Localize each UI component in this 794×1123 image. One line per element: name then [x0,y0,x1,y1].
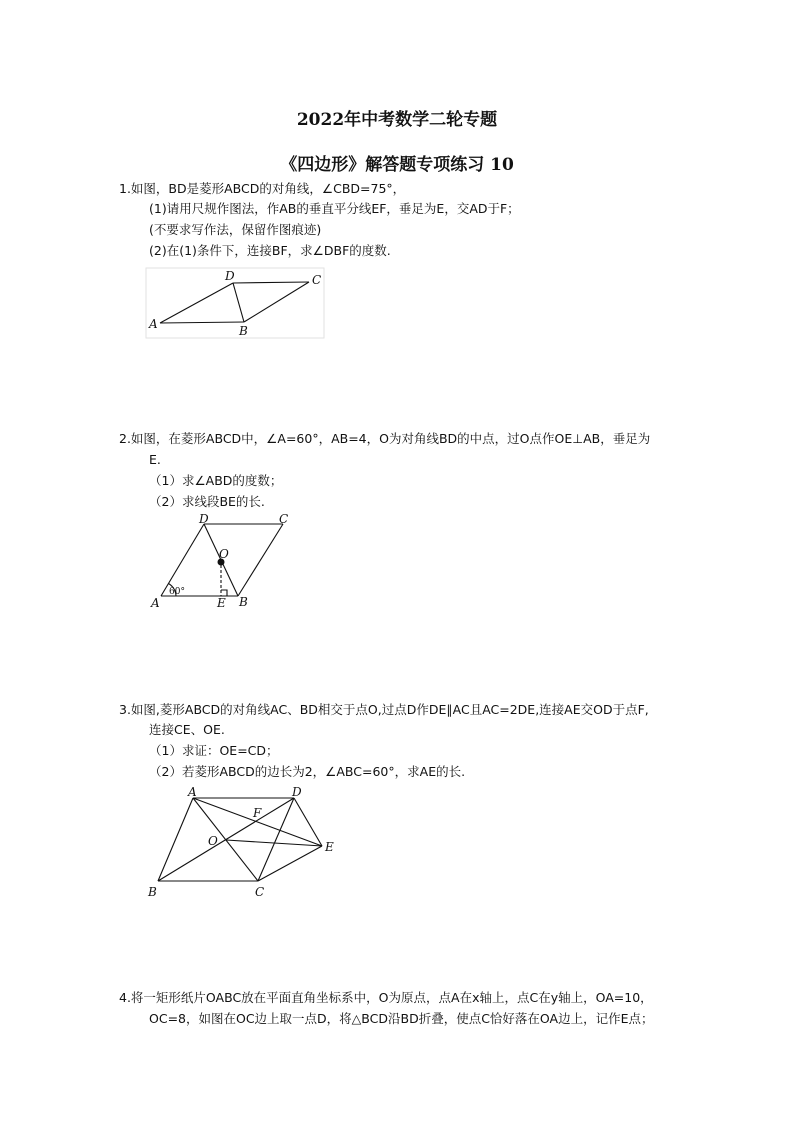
problem-1-figure [146,268,326,340]
fig1-label-d: D [225,269,235,283]
problem-3-figure [140,783,350,903]
problem-2-figure [146,514,311,610]
problem-4-stem: 4.将一矩形纸片OABC放在平面直角坐标系中，O为原点，点A在x轴上，点C在y轴上，OA=10， [119,990,653,1005]
problem-4-stem-cont: OC=8，如图在OC边上取一点D，将△BCD沿BD折叠，使点C恰好落在OA边上，记作E点； [149,1011,654,1026]
fig3-label-a: A [188,785,197,799]
problem-2-part-2: （2）求线段BE的长. [149,494,265,509]
fig2-label-o: O [219,547,229,561]
problem-2-stem-cont: E. [149,452,161,467]
document-title: 2022年中考数学二轮专题 [296,110,498,130]
fig2-label-b: B [239,595,248,609]
fig3-label-e: E [325,840,334,854]
fig3-label-c: C [255,885,265,899]
fig2-label-a: A [151,596,160,610]
fig3-label-b: B [148,885,157,899]
problem-1-part-2: (2)在(1)条件下，连接BF，求∠DBF的度数. [149,243,391,258]
fig3-label-d: D [292,785,302,799]
fig1-label-c: C [312,273,322,287]
document-subtitle: 《四边形》解答题专项练习 10 [280,155,514,175]
fig3-label-o: O [208,834,218,848]
fig2-label-e: E [217,596,226,610]
fig2-label-d: D [199,512,209,526]
problem-3-part-2: （2）若菱形ABCD的边长为2，∠ABC=60°，求AE的长. [149,764,466,779]
problem-2-part-1: （1）求∠ABD的度数； [149,473,283,488]
fig1-label-b: B [239,324,248,338]
problem-3-stem-cont: 连接CE、OE. [149,722,225,737]
problem-1-part-1: (1)请用尺规作图法，作AB的垂直平分线EF，垂足为E，交AD于F； [149,201,520,216]
problem-1-note: (不要求写作法，保留作图痕迹) [149,222,322,237]
problem-3-stem: 3.如图,菱形ABCD的对角线AC、BD相交于点O,过点D作DE∥AC且AC=2DE,连接AE交OD于点F, [119,702,649,717]
fig3-label-f: F [253,806,262,820]
fig2-label-c: C [279,512,289,526]
problem-2-stem: 2.如图，在菱形ABCD中，∠A=60°，AB=4，O为对角线BD的中点，过O点作OE⊥AB，垂足为 [119,431,651,446]
fig2-angle-label: 60° [169,587,185,597]
fig1-label-a: A [149,317,158,331]
problem-3-part-1: （1）求证：OE=CD； [149,743,279,758]
problem-1-stem: 1.如图，BD是菱形ABCD的对角线，∠CBD=75°， [119,181,406,196]
